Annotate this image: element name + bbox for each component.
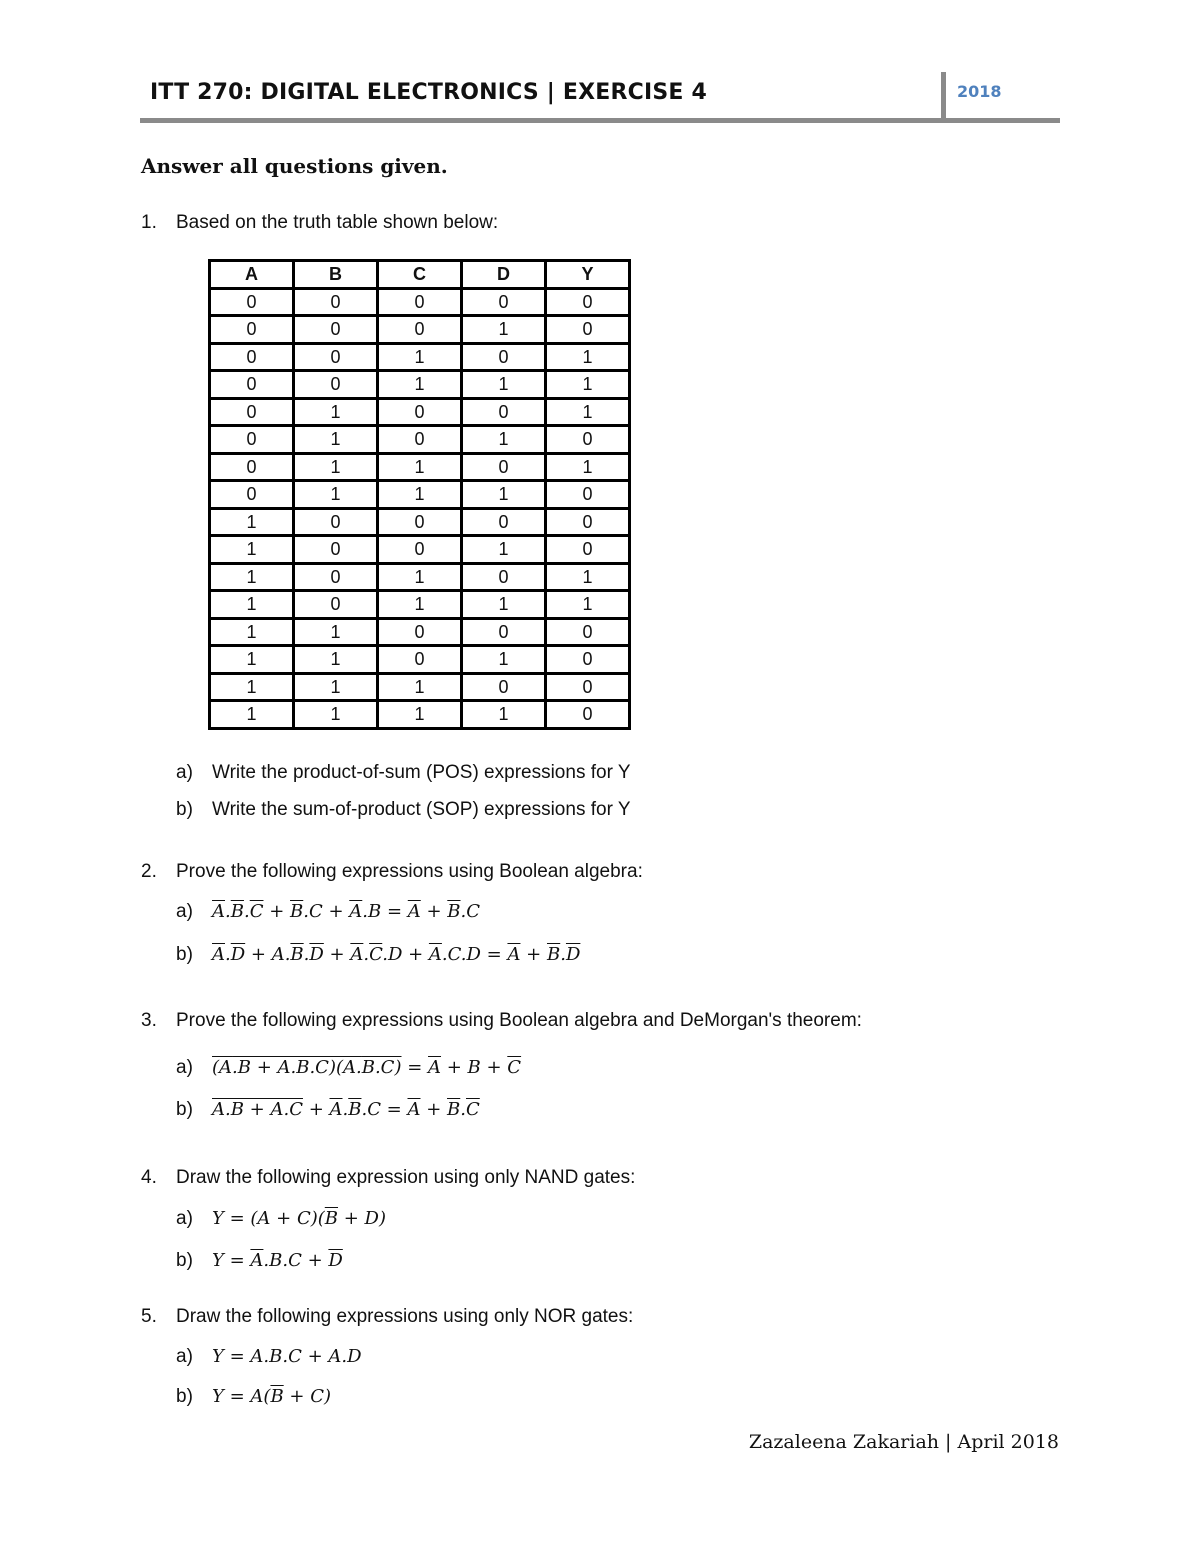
sub-label: a) — [176, 1346, 193, 1367]
table-cell: 0 — [210, 316, 294, 344]
col-c: C — [378, 261, 462, 289]
table-cell: 0 — [294, 508, 378, 536]
table-cell: 0 — [546, 618, 630, 646]
table-row — [210, 398, 630, 426]
question-number: 2. — [141, 861, 157, 882]
table-cell: 1 — [294, 646, 378, 674]
table-cell: 1 — [546, 591, 630, 619]
table-cell: 0 — [378, 288, 462, 316]
table-cell: 1 — [210, 646, 294, 674]
table-cell: 0 — [546, 481, 630, 509]
table-cell: 1 — [462, 701, 546, 729]
table-row — [210, 591, 630, 619]
table-row — [210, 673, 630, 701]
table-cell: 0 — [462, 508, 546, 536]
table-cell: 1 — [462, 371, 546, 399]
instruction: Answer all questions given. — [141, 154, 448, 178]
table-cell: 1 — [546, 398, 630, 426]
sub-label: b) — [176, 1386, 193, 1407]
question-text: Draw the following expression using only NAND gates: — [176, 1167, 636, 1188]
table-cell: 1 — [210, 508, 294, 536]
question-number: 5. — [141, 1306, 157, 1327]
table-cell: 1 — [294, 481, 378, 509]
question-text: Prove the following expressions using Boolean algebra and DeMorgan's theorem: — [176, 1010, 862, 1031]
footer: Zazaleena Zakariah | April 2018 — [748, 1431, 1059, 1453]
truth-table — [208, 259, 631, 730]
sub-label: b) — [176, 944, 193, 965]
sub-label: a) — [176, 1057, 193, 1078]
expression-2b: $\overline{A}.\overline{D} + A.\overline{B}.\overline{D} + \overline{A}.\overline{C}.D + \overline{A}.C.D = \overline{A} + \overline{B}.\overline{D}$ — [212, 944, 581, 965]
table-row — [210, 453, 630, 481]
col-b: B — [294, 261, 378, 289]
sub-text: Write the sum-of-product (SOP) expressions for Y — [212, 799, 631, 820]
question-number: 1. — [141, 212, 157, 233]
table-cell: 1 — [378, 371, 462, 399]
table-row — [210, 563, 630, 591]
sub-text: Write the product-of-sum (POS) expressions for Y — [212, 762, 631, 783]
table-cell: 0 — [294, 591, 378, 619]
table-cell: 1 — [294, 701, 378, 729]
table-cell: 0 — [210, 288, 294, 316]
sub-label: b) — [176, 1250, 193, 1271]
table-cell: 1 — [546, 563, 630, 591]
table-cell: 1 — [462, 646, 546, 674]
table-cell: 1 — [378, 481, 462, 509]
table-cell: 1 — [294, 618, 378, 646]
sub-label: b) — [176, 799, 193, 820]
table-cell: 0 — [462, 398, 546, 426]
table-cell: 1 — [462, 481, 546, 509]
table-cell: 1 — [462, 316, 546, 344]
sub-label: a) — [176, 1208, 193, 1229]
sub-label: a) — [176, 901, 193, 922]
table-cell: 0 — [546, 316, 630, 344]
table-cell: 0 — [378, 618, 462, 646]
table-cell: 0 — [546, 646, 630, 674]
question-text: Draw the following expressions using only NOR gates: — [176, 1306, 634, 1327]
truth-table-header — [210, 261, 630, 289]
table-cell: 0 — [546, 536, 630, 564]
table-cell: 0 — [378, 508, 462, 536]
table-row — [210, 508, 630, 536]
table-cell: 0 — [378, 316, 462, 344]
header-rule — [140, 118, 1060, 123]
table-cell: 0 — [378, 646, 462, 674]
table-row — [210, 288, 630, 316]
expression-2a: $\overline{A}.\overline{B}.\overline{C} + \overline{B}.C + \overline{A}.B = \overline{A} + \overline{B}.C$ — [212, 901, 481, 922]
table-cell: 0 — [210, 426, 294, 454]
table-cell: 1 — [546, 343, 630, 371]
col-a: A — [210, 261, 294, 289]
table-cell: 1 — [462, 536, 546, 564]
table-cell: 0 — [462, 453, 546, 481]
table-cell: 1 — [294, 398, 378, 426]
sub-label: a) — [176, 762, 193, 783]
document-title: ITT 270: DIGITAL ELECTRONICS | EXERCISE 4 — [150, 80, 707, 105]
table-cell: 1 — [378, 453, 462, 481]
table-cell: 0 — [462, 288, 546, 316]
question-number: 4. — [141, 1167, 157, 1188]
table-cell: 0 — [462, 673, 546, 701]
table-cell: 1 — [210, 536, 294, 564]
expression-4b: $Y = \overline{A}.B.C + \overline{D}$ — [212, 1250, 343, 1271]
table-cell: 1 — [462, 426, 546, 454]
table-cell: 1 — [546, 453, 630, 481]
table-row — [210, 371, 630, 399]
header-divider — [941, 72, 946, 120]
table-cell: 1 — [210, 673, 294, 701]
table-cell: 0 — [462, 563, 546, 591]
table-cell: 0 — [378, 398, 462, 426]
question-text: Based on the truth table shown below: — [176, 212, 499, 233]
table-cell: 1 — [378, 343, 462, 371]
table-cell: 0 — [294, 316, 378, 344]
table-cell: 0 — [294, 371, 378, 399]
expression-4a: $Y = (A + C)(\overline{B} + D)$ — [212, 1208, 386, 1229]
table-cell: 0 — [294, 563, 378, 591]
table-cell: 0 — [294, 288, 378, 316]
table-row — [210, 646, 630, 674]
table-row — [210, 481, 630, 509]
table-cell: 0 — [294, 536, 378, 564]
table-cell: 1 — [294, 673, 378, 701]
table-cell: 0 — [378, 536, 462, 564]
table-cell: 1 — [378, 673, 462, 701]
table-cell: 1 — [378, 563, 462, 591]
header-year: 2018 — [957, 82, 1002, 101]
table-cell: 1 — [378, 591, 462, 619]
table-cell: 1 — [546, 371, 630, 399]
table-cell: 1 — [210, 701, 294, 729]
table-cell: 0 — [210, 371, 294, 399]
table-cell: 0 — [462, 343, 546, 371]
question-number: 3. — [141, 1010, 157, 1031]
table-cell: 0 — [378, 426, 462, 454]
col-y: Y — [546, 261, 630, 289]
table-row — [210, 343, 630, 371]
table-cell: 0 — [546, 673, 630, 701]
table-cell: 0 — [210, 453, 294, 481]
col-d: D — [462, 261, 546, 289]
table-cell: 0 — [210, 343, 294, 371]
table-cell: 0 — [210, 481, 294, 509]
table-cell: 1 — [210, 563, 294, 591]
expression-3a: $(A.B + A.B.C)(A.B.C) = \overline{A} + B + \overline{C}$ — [212, 1057, 522, 1078]
table-cell: 0 — [294, 343, 378, 371]
table-row — [210, 426, 630, 454]
table-cell: 1 — [294, 426, 378, 454]
table-cell: 1 — [210, 618, 294, 646]
table-cell: 0 — [546, 288, 630, 316]
table-cell: 1 — [294, 453, 378, 481]
table-cell: 0 — [546, 426, 630, 454]
expression-3b: $A.B + A.C + \overline{A}.\overline{B}.C = \overline{A} + \overline{B}.\overline{C}$ — [212, 1099, 480, 1120]
table-row — [210, 316, 630, 344]
question-text: Prove the following expressions using Boolean algebra: — [176, 861, 643, 882]
table-cell: 0 — [546, 701, 630, 729]
table-row — [210, 701, 630, 729]
sub-label: b) — [176, 1099, 193, 1120]
table-cell: 1 — [462, 591, 546, 619]
table-cell: 0 — [210, 398, 294, 426]
table-cell: 0 — [546, 508, 630, 536]
expression-5b: $Y = A(\overline{B} + C)$ — [212, 1386, 331, 1407]
table-cell: 1 — [378, 701, 462, 729]
table-cell: 1 — [210, 591, 294, 619]
table-row — [210, 618, 630, 646]
expression-5a: Y = A.B.C + A.D — [212, 1346, 362, 1367]
table-cell: 0 — [462, 618, 546, 646]
table-row — [210, 536, 630, 564]
